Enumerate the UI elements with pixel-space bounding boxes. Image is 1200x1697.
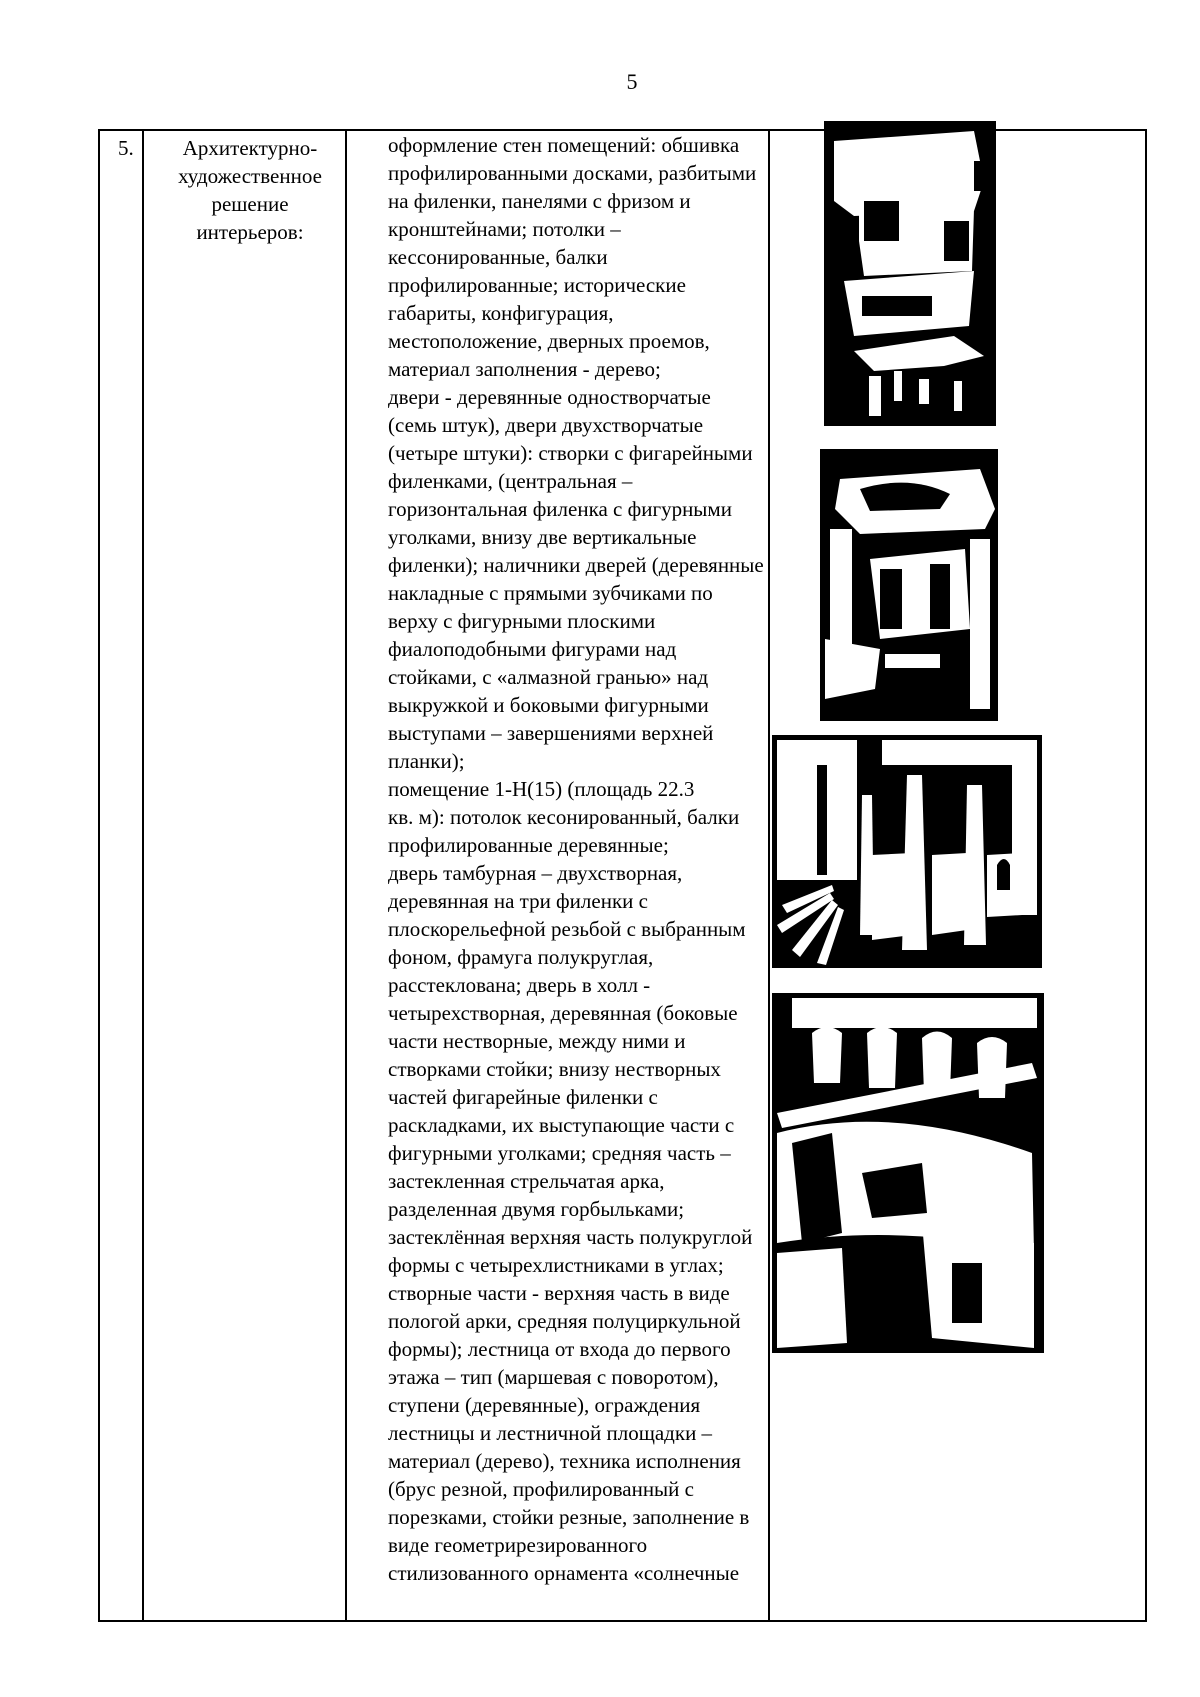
description-line: кронштейнами; потолки –: [388, 217, 621, 241]
description-line: филенки); наличники дверей (деревянные: [388, 553, 764, 577]
description-line: части нестворные, между ними и: [388, 1029, 686, 1053]
row-title-line: интерьеров:: [196, 220, 304, 244]
description-line: накладные с прямыми зубчиками по: [388, 581, 713, 605]
description-line: материал (дерево), техника исполнения: [388, 1449, 741, 1473]
description-line: уголками, внизу две вертикальные: [388, 525, 697, 549]
description-line: верху с фигурными плоскими: [388, 609, 656, 633]
description-line: четырехстворная, деревянная (боковые: [388, 1001, 738, 1025]
description-line: застекленная стрельчатая арка,: [388, 1169, 665, 1193]
description-line: профилированные; исторические: [388, 273, 686, 297]
description-line: фиалоподобными фигурами над: [388, 637, 677, 661]
description-line: формы с четырехлистниками в углах;: [388, 1253, 724, 1277]
description-line: двери - деревянные одностворчатые: [388, 385, 711, 409]
column-divider: [142, 131, 144, 1620]
description-line: планки);: [388, 749, 465, 773]
description-line: створные части - верхняя часть в виде: [388, 1281, 730, 1305]
description-line: деревянная на три филенки с: [388, 889, 648, 913]
description-line: выступами – завершениями верхней: [388, 721, 714, 745]
description-line: фигурными уголками; средняя часть –: [388, 1141, 731, 1165]
description-line: разделенная двумя горбыльками;: [388, 1197, 685, 1221]
description-line: оформление стен помещений: обшивка: [388, 133, 740, 157]
description-line: частей фигарейные филенки с: [388, 1085, 658, 1109]
description-line: (семь штук), двери двухстворчатые: [388, 413, 704, 437]
description-line: лестницы и лестничной площадки –: [388, 1421, 713, 1445]
description-line: профилированные деревянные;: [388, 833, 669, 857]
description-line: застеклённая верхняя часть полукруглой: [388, 1225, 753, 1249]
description-line: стилизованного орнамента «солнечные: [388, 1561, 740, 1585]
interior-photo-staircase: [772, 993, 1044, 1353]
description-line: расстеклована; дверь в холл -: [388, 973, 651, 997]
description-line: пологой арки, средняя полуциркульной: [388, 1309, 741, 1333]
monument-table: [98, 129, 1147, 1622]
description-line: плоскорельефной резьбой с выбранным: [388, 917, 746, 941]
description-line: (брус резной, профилированный с: [388, 1477, 694, 1501]
row-title: [160, 134, 340, 246]
description-line: кессонированные, балки: [388, 245, 608, 269]
interior-photo-hall-door: [772, 735, 1042, 968]
row-title-line: художественное: [178, 164, 322, 188]
description-line: фоном, фрамуга полукруглая,: [388, 945, 654, 969]
page-number: 5: [626, 69, 638, 94]
interior-photo-ceiling: [824, 121, 996, 426]
description-line: кв. м): потолок кесонированный, балки: [388, 805, 740, 829]
description-line: на филенки, панелями с фризом и: [388, 189, 691, 213]
description-line: этажа – тип (маршевая с поворотом),: [388, 1365, 719, 1389]
description-line: выкружкой и боковыми фигурными: [388, 693, 709, 717]
description-line: местоположение, дверных проемов,: [388, 329, 710, 353]
description-line: дверь тамбурная – двухстворная,: [388, 861, 683, 885]
row-number: 5.: [118, 136, 134, 160]
description-line: филенками, (центральная –: [388, 469, 633, 493]
description-line: ступени (деревянные), ограждения: [388, 1393, 701, 1417]
description-line: габариты, конфигурация,: [388, 301, 614, 325]
description-line: раскладками, их выступающие части с: [388, 1113, 735, 1137]
description-line: материал заполнения - дерево;: [388, 357, 661, 381]
description-line: горизонтальная филенка с фигурными: [388, 497, 732, 521]
row-title-line: решение: [211, 192, 289, 216]
description-line: виде геометрирезированного: [388, 1533, 648, 1557]
description-line: профилированными досками, разбитыми: [388, 161, 757, 185]
column-divider: [345, 131, 347, 1620]
description-line: порезками, стойки резные, заполнение в: [388, 1505, 750, 1529]
interior-photo-door: [820, 449, 998, 721]
description-line: помещение 1-Н(15) (площадь 22.3: [388, 777, 695, 801]
description-line: стойками, с «алмазной гранью» над: [388, 665, 709, 689]
description-line: створками стойки; внизу нестворных: [388, 1057, 721, 1081]
description-line: формы); лестница от входа до первого: [388, 1337, 731, 1361]
row-title-line: Архитектурно-: [182, 136, 318, 160]
description-line: (четыре штуки): створки с фигарейными: [388, 441, 753, 465]
